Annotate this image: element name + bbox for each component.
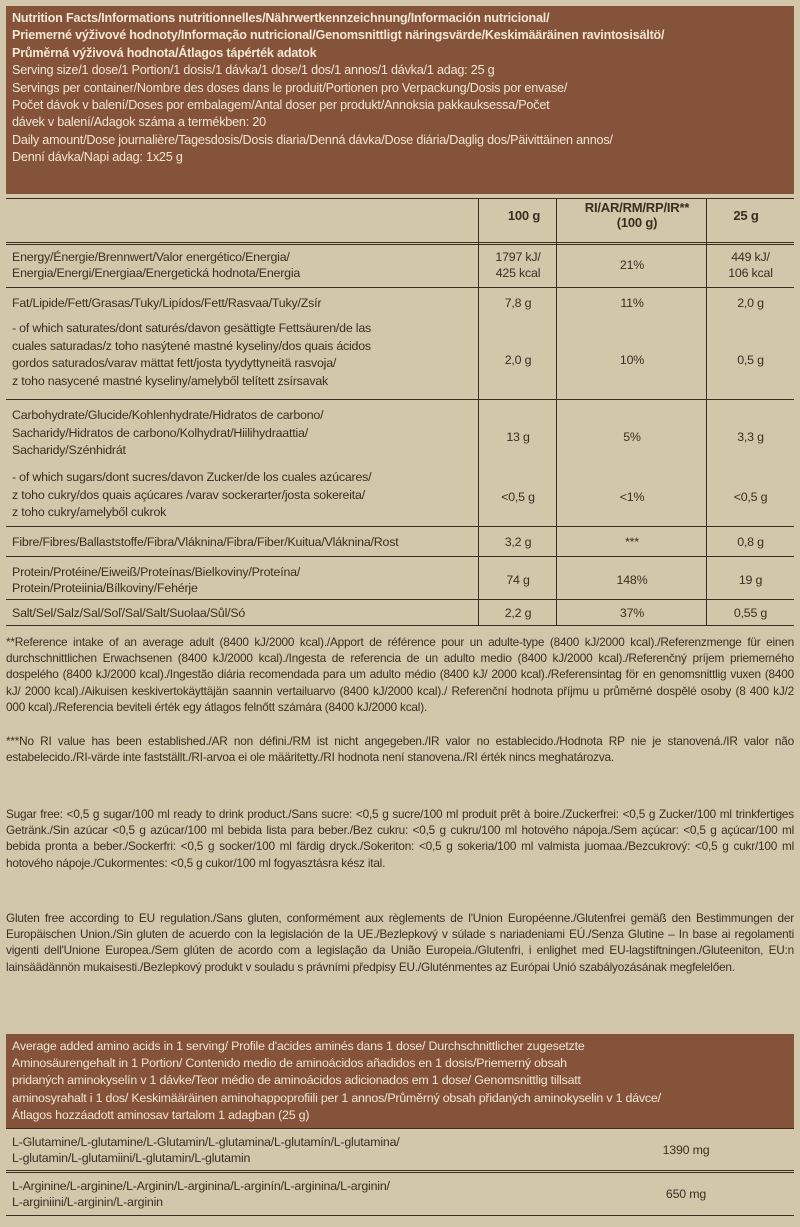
value-ri: <1% bbox=[619, 490, 645, 504]
row-label-line: Energia/Energi/Energiaa/Energetická hodnota/Energia bbox=[12, 266, 301, 280]
row-label-line: Carbohydrate/Glucide/Kohlenhydrate/Hidratos de carbono/ bbox=[12, 408, 324, 422]
table-row-carbohydrate bbox=[6, 401, 794, 463]
amino-label-line: L-Glutamine/L-glutamine/L-Glutamin/L-glutamina/L-glutamín/L-glutamina/ bbox=[12, 1135, 400, 1149]
value-ri: *** bbox=[625, 535, 639, 549]
row-label-line: - of which saturates/dont saturés/davon gesättigte Fettsäuren/de las bbox=[12, 321, 372, 335]
header-title-2: Priemerné výživové hodnoty/Informação nutricional/Genomsnittligt näringsvärde/Keskimääräinen ravintosisältö/ bbox=[12, 28, 665, 43]
value-ri: 10% bbox=[619, 353, 645, 367]
table-row-energy bbox=[6, 246, 794, 286]
divider bbox=[6, 244, 794, 245]
divider bbox=[6, 526, 794, 527]
value-serving: <0,5 g bbox=[733, 490, 768, 504]
value-ri: 148% bbox=[616, 573, 648, 587]
row-label-line: Protein/Protéine/Eiweiß/Proteínas/Bielkoviny/Proteína/ bbox=[12, 565, 301, 579]
value-ri: 37% bbox=[619, 606, 645, 620]
row-label: Fibre/Fibres/Ballaststoffe/Fibra/Vláknina/Fibra/Fiber/Kuitua/Vláknina/Rost bbox=[12, 535, 399, 549]
divider bbox=[6, 198, 794, 199]
amino-value: 650 mg bbox=[665, 1187, 707, 1201]
header-line-serving-size: Serving size/1 dose/1 Portion/1 dosis/1 dávka/1 dose/1 dos/1 annos/1 dávka/1 adag: 25 g bbox=[12, 63, 495, 78]
row-label-line: gordos saturados/varav mättat fett/josta tyydyttyneitä rasvoja/ bbox=[12, 356, 337, 370]
value-ri: 5% bbox=[623, 430, 641, 444]
row-label-line: Sacharidy/Hidratos de carbono/Kolhydrat/Hiilihydraattia/ bbox=[12, 425, 308, 440]
value-serving: 0,55 g bbox=[733, 606, 768, 620]
row-label-line: z toho cukry/amelyből cukrok bbox=[12, 505, 167, 519]
value-line: 1797 kJ/ bbox=[495, 250, 541, 264]
value-serving: 0,5 g bbox=[737, 353, 764, 367]
amino-header-line: Average added amino acids in 1 serving/ Profile d'acides aminés dans 1 dose/ Durchschnittlicher zugesetzte bbox=[12, 1039, 585, 1053]
gluten-free-note: Gluten free according to EU regulation./Sans gluten, conformément aux règlements de l'Union Européenne./Glutenfrei gemäß den Bestimmungen der Europäischen Union./Sin gluten de acuerdo con la legislación de la UE./Bezlepkový v súlade s nariadeniami EÚ./Senza Glutine – In base ai regolamenti vigenti dell'Unione Europea./Sem glúten de acordo com a legislação da União Europeia./Glutenfri, i enlighet med EU-lagstiftningen./Gluteeniton, EU:n lainsäädännön mukaisesti./Bezlepkový produkt v souladu s právními předpisy EU./Gluténmentes az Európai Unió szabályozásának megfelelően. bbox=[6, 911, 794, 974]
value-100g bbox=[479, 249, 557, 281]
value-100g: 2,0 g bbox=[504, 353, 532, 367]
value-ri: 21% bbox=[619, 258, 645, 272]
amino-label-line: L-glutamin/L-glutamiini/L-glutamin/L-glutamin bbox=[12, 1151, 251, 1165]
value-100g: 13 g bbox=[506, 430, 530, 444]
table-column-headers bbox=[6, 198, 794, 242]
amino-label bbox=[12, 1134, 572, 1166]
value-serving bbox=[707, 249, 794, 281]
col-header-ri-line2: (100 g) bbox=[616, 215, 658, 230]
amino-acids-header bbox=[6, 1034, 794, 1128]
amino-row-glutamine bbox=[6, 1131, 794, 1169]
row-label: Salt/Sel/Salz/Sal/Soľ/Sal/Salt/Suolaa/Sůl/Só bbox=[12, 606, 246, 620]
no-ri-note: ***No RI value has been established./AR non défini./RM ist nicht angegeben./IR valor no establecido./Hodnota RP nie je stanovená./IR valor não estabelecido./RI-värde inte fastställt./RI-arvoa ei ole määritetty./RI hodnota není stanovena./RI érték nincs meghatározva. bbox=[6, 734, 794, 765]
amino-header-line: pridaných aminokyselín v 1 dávke/Teor médio de aminoácidos adicionados em 1 dose/ Genomsnittlig tillsatt bbox=[12, 1073, 581, 1088]
row-label-line: Protein/Proteiinia/Bílkoviny/Fehérje bbox=[12, 581, 198, 595]
col-header-100g: 100 g bbox=[507, 208, 541, 223]
value-serving: 2,0 g bbox=[737, 296, 764, 310]
amino-label-line: L-arginiini/L-arginin/L-arginin bbox=[12, 1195, 163, 1209]
table-row-protein bbox=[6, 558, 794, 598]
col-header-serving: 25 g bbox=[733, 208, 759, 223]
amino-row-arginine bbox=[6, 1175, 794, 1213]
divider bbox=[6, 599, 794, 600]
row-label: Fat/Lipide/Fett/Grasas/Tuky/Lipídos/Fett/Rasvaa/Tuky/Zsír bbox=[12, 296, 322, 310]
table-row-fibre bbox=[6, 528, 794, 555]
table-row-fat bbox=[6, 289, 794, 317]
value-serving: 0,8 g bbox=[737, 535, 764, 549]
sugar-free-note: Sugar free: <0,5 g sugar/100 ml ready to drink product./Sans sucre: <0,5 g sucre/100 ml produit prêt à boire./Zuckerfrei: <0,5 g Zucker/100 ml trinkfertiges Getränk./Sin azúcar <0,5 g azúcar/100 ml bebida lista para beber./Bez cukru: <0,5 g cukru/100 ml hotového nápoja./Sem açúcar: <0,5 g açúcar/100 ml bebida pronta a beber./Sockerfri: <0,5 g socker/100 ml färdig dryck./Sokeriton: <0,5 g sokeria/100 ml valmista juomaa./Bezcukrový: <0,5 g cukr/100 ml hotového nápoje./Cukormentes: <0,5 g cukor/100 ml fogyasztásra kész ital. bbox=[6, 807, 794, 870]
row-label-line: Sacharidy/Szénhidrát bbox=[12, 443, 126, 457]
amino-header-line: Átlagos hozzáadott aminosav tartalom 1 adagban (25 g) bbox=[12, 1107, 310, 1122]
value-ri: 11% bbox=[620, 296, 644, 310]
divider bbox=[6, 1170, 794, 1171]
divider bbox=[6, 1215, 794, 1216]
table-row-saturates bbox=[6, 318, 794, 398]
row-label-line: z toho cukry/dos quais açúcares /varav sockerarter/josta sokereita/ bbox=[12, 487, 365, 502]
row-label bbox=[12, 469, 472, 522]
header-line-servings-2: Počet dávok v balení/Doses por embalagem/Antal doser per produkt/Annoksia pakkauksessa/Počet bbox=[12, 98, 550, 113]
table-row-sugars bbox=[6, 465, 794, 525]
row-label-line: - of which sugars/dont sucres/davon Zucker/de los cuales azúcares/ bbox=[12, 470, 372, 484]
row-label bbox=[12, 249, 472, 281]
divider bbox=[6, 399, 794, 400]
header-line-daily-2: Denní dávka/Napi adag: 1x25 g bbox=[12, 150, 183, 165]
amino-header-line: aminosyrahalt i 1 dos/ Keskimääräinen aminohappoprofiili per 1 annos/Průměrný obsah přidaných aminokyselin v 1 dávce/ bbox=[12, 1090, 661, 1105]
value-line: 449 kJ/ bbox=[731, 250, 770, 264]
value-serving: 19 g bbox=[738, 573, 763, 587]
value-100g: 3,2 g bbox=[504, 535, 532, 549]
value-serving: 3,3 g bbox=[737, 430, 764, 444]
row-label-line: Energy/Énergie/Brennwert/Valor energético/Energia/ bbox=[12, 250, 290, 264]
reference-intake-note: **Reference intake of an average adult (8400 kJ/2000 kcal)./Apport de référence pour un adulte-type (8400 kJ/2000 kcal)./Referenzmenge für einen durchschnittlichen Erwachsenen (8400 kJ/2000 kcal)./Ingesta de referencia de un adulto medio (8400 kJ/2000 kcal)./Referenčný príjem priemerného dospelého (8400 kJ/2000 kcal)./Ingestão diária recomendada para um adulto médio (8400 kJ/ 2000 kcal)./Referensintag för en genomsnittlig vuxen (8400 kJ/ 2000 kcal)./Aikuisen keskivertokäyttäjän saannin vertailuarvo (8400 kJ/2000 kcal)./ Referenční hodnota příjmu u průměrné dospělé osoby (8 400 kJ/2 000 kcal)./Referencia beviteli érték egy átlagos felnőtt számára (8400 kJ/2000 kcal). bbox=[6, 635, 794, 714]
row-label-line: z toho nasycené mastné kyseliny/amelyből telített zsírsavak bbox=[12, 373, 329, 388]
divider bbox=[6, 625, 794, 626]
col-header-ri bbox=[562, 200, 712, 230]
divider bbox=[6, 556, 794, 557]
nutrition-header bbox=[6, 6, 794, 194]
value-100g: <0,5 g bbox=[501, 490, 535, 504]
amino-label-line: L-Arginine/L-arginine/L-Arginin/L-arginina/L-arginín/L-arginina/L-arginin/ bbox=[12, 1179, 390, 1193]
col-header-ri-line1: RI/AR/RM/RP/IR** bbox=[584, 200, 690, 215]
row-label bbox=[12, 564, 472, 596]
amino-header-line: Aminosäurengehalt in 1 Portion/ Contenido medio de aminoácidos añadidos en 1 dosis/Priemerný obsah bbox=[12, 1056, 567, 1071]
header-title-3: Průměrná výživová hodnota/Átlagos tápérték adatok bbox=[12, 45, 317, 60]
row-label bbox=[12, 320, 472, 390]
divider bbox=[6, 287, 794, 288]
divider bbox=[6, 1172, 794, 1173]
amino-label bbox=[12, 1178, 572, 1210]
header-title-1: Nutrition Facts/Informations nutritionnelles/Nährwertkennzeichnung/Información nutricional/ bbox=[12, 11, 550, 25]
header-line-daily-1: Daily amount/Dose journalière/Tagesdosis/Dosis diaria/Denná dávka/Dose diária/Daglig dos/Päivittäinen annos/ bbox=[12, 132, 613, 147]
divider bbox=[6, 242, 794, 243]
value-100g: 7,8 g bbox=[504, 296, 532, 310]
amino-value: 1390 mg bbox=[662, 1143, 710, 1157]
header-line-servings-3: dávek v balení/Adagok száma a termékben: 20 bbox=[12, 115, 266, 130]
value-line: 106 kcal bbox=[728, 266, 773, 280]
value-line: 425 kcal bbox=[495, 266, 541, 280]
table-row-salt bbox=[6, 601, 794, 624]
divider bbox=[6, 1128, 794, 1129]
value-100g: 74 g bbox=[506, 573, 530, 587]
header-line-servings-1: Servings per container/Nombre des doses dans le produit/Portionen pro Verpackung/Dosis por envase/ bbox=[12, 80, 568, 95]
row-label bbox=[12, 407, 472, 460]
value-100g: 2,2 g bbox=[504, 606, 532, 620]
row-label-line: cuales saturadas/z toho nasýtené mastné kyseliny/dos quais ácidos bbox=[12, 338, 371, 353]
